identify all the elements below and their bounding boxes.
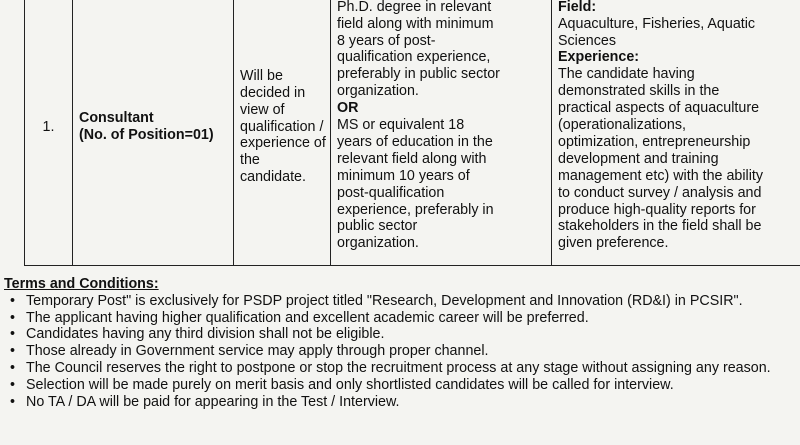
term-text: The applicant having higher qualification and excellent academic career will be preferred. [26,309,589,326]
qualification-alt-line: experience, preferably in [337,201,494,218]
term-text: Those already in Government service may apply through proper channel. [26,343,489,360]
qualification-line: 8 years of post- [337,32,436,49]
experience-line: demonstrated skills in the [558,83,720,100]
term-text: The Council reserves the right to postpone or stop the recruitment process at any stage without assigning any reason. [26,359,771,376]
experience-line: management etc) with the ability [558,167,764,184]
experience-line: produce high-quality reports for [558,201,756,218]
table-row [25,0,800,266]
list-item [4,377,794,394]
experience-heading: Experience: [558,49,640,66]
bullet-icon: • [10,393,16,410]
bullet-icon: • [10,326,16,343]
terms-heading: Terms and Conditions: [4,276,159,292]
salary-line: Will be [240,67,283,84]
experience-line: optimization, entrepreneurship [558,133,751,150]
serial-number: 1. [42,118,55,135]
serial-number-cell [25,0,73,266]
field-line: Aquaculture, Fisheries, Aquatic [558,15,756,32]
qualification-cell [331,0,552,266]
term-text: Temporary Post" is exclusively for PSDP project titled "Research, Development and Innovation (RD&I) in PCSIR". [26,292,743,309]
salary-line: experience of [240,135,326,152]
experience-line: practical aspects of aquaculture [558,100,760,117]
qualification-or-label: OR [337,100,359,117]
bullet-icon: • [10,292,16,309]
salary-line: decided in [240,84,306,101]
post-title: Consultant [79,110,154,127]
salary-line: candidate. [240,169,306,186]
qualification-line: field along with minimum [337,15,494,32]
term-text: Selection will be made purely on merit basis and only shortlisted candidates will be called for interview. [26,376,674,393]
term-text: Candidates having any third division shall not be eligible. [26,326,385,343]
experience-line: development and training [558,150,719,167]
qualification-alt-line: public sector [337,218,418,235]
bullet-icon: • [10,309,16,326]
experience-line: (operationalizations, [558,117,686,134]
salary-line: view of [240,101,285,118]
field-line: Sciences [558,32,617,49]
positions-table [24,0,800,266]
experience-line: The candidate having [558,66,695,83]
bullet-icon: • [10,376,16,393]
experience-line: given preference. [558,235,669,252]
experience-line: stakeholders in the field shall be [558,218,762,235]
post-count: (No. of Position=01) [79,127,214,143]
salary-line: qualification / [240,118,324,135]
qualification-alt-line: relevant field along with [337,150,487,167]
bullet-icon: • [10,343,16,360]
post-title-cell [73,0,234,266]
term-text: No TA / DA will be paid for appearing in the Test / Interview. [26,393,400,410]
list-item [4,360,794,377]
qualification-line: qualification experience, [337,49,491,66]
qualification-alt-line: MS or equivalent 18 [337,117,465,134]
list-item [4,394,794,411]
list-item [4,293,794,310]
qualification-line: preferably in public sector [337,66,500,83]
terms-and-conditions [4,276,794,410]
field-heading: Field: [558,0,597,15]
field-experience-cell [552,0,800,266]
list-item [4,326,794,343]
qualification-line: Ph.D. degree in relevant [337,0,492,15]
qualification-alt-line: post-qualification [337,184,445,201]
qualification-line: organization. [337,83,419,100]
terms-list [4,293,794,411]
experience-line: to conduct survey / analysis and [558,184,762,201]
salary-line: the [240,152,260,169]
bullet-icon: • [10,359,16,376]
list-item [4,310,794,327]
list-item [4,343,794,360]
qualification-alt-line: minimum 10 years of [337,167,470,184]
qualification-alt-line: years of education in the [337,133,493,150]
qualification-alt-line: organization. [337,235,419,252]
salary-cell [234,0,331,266]
